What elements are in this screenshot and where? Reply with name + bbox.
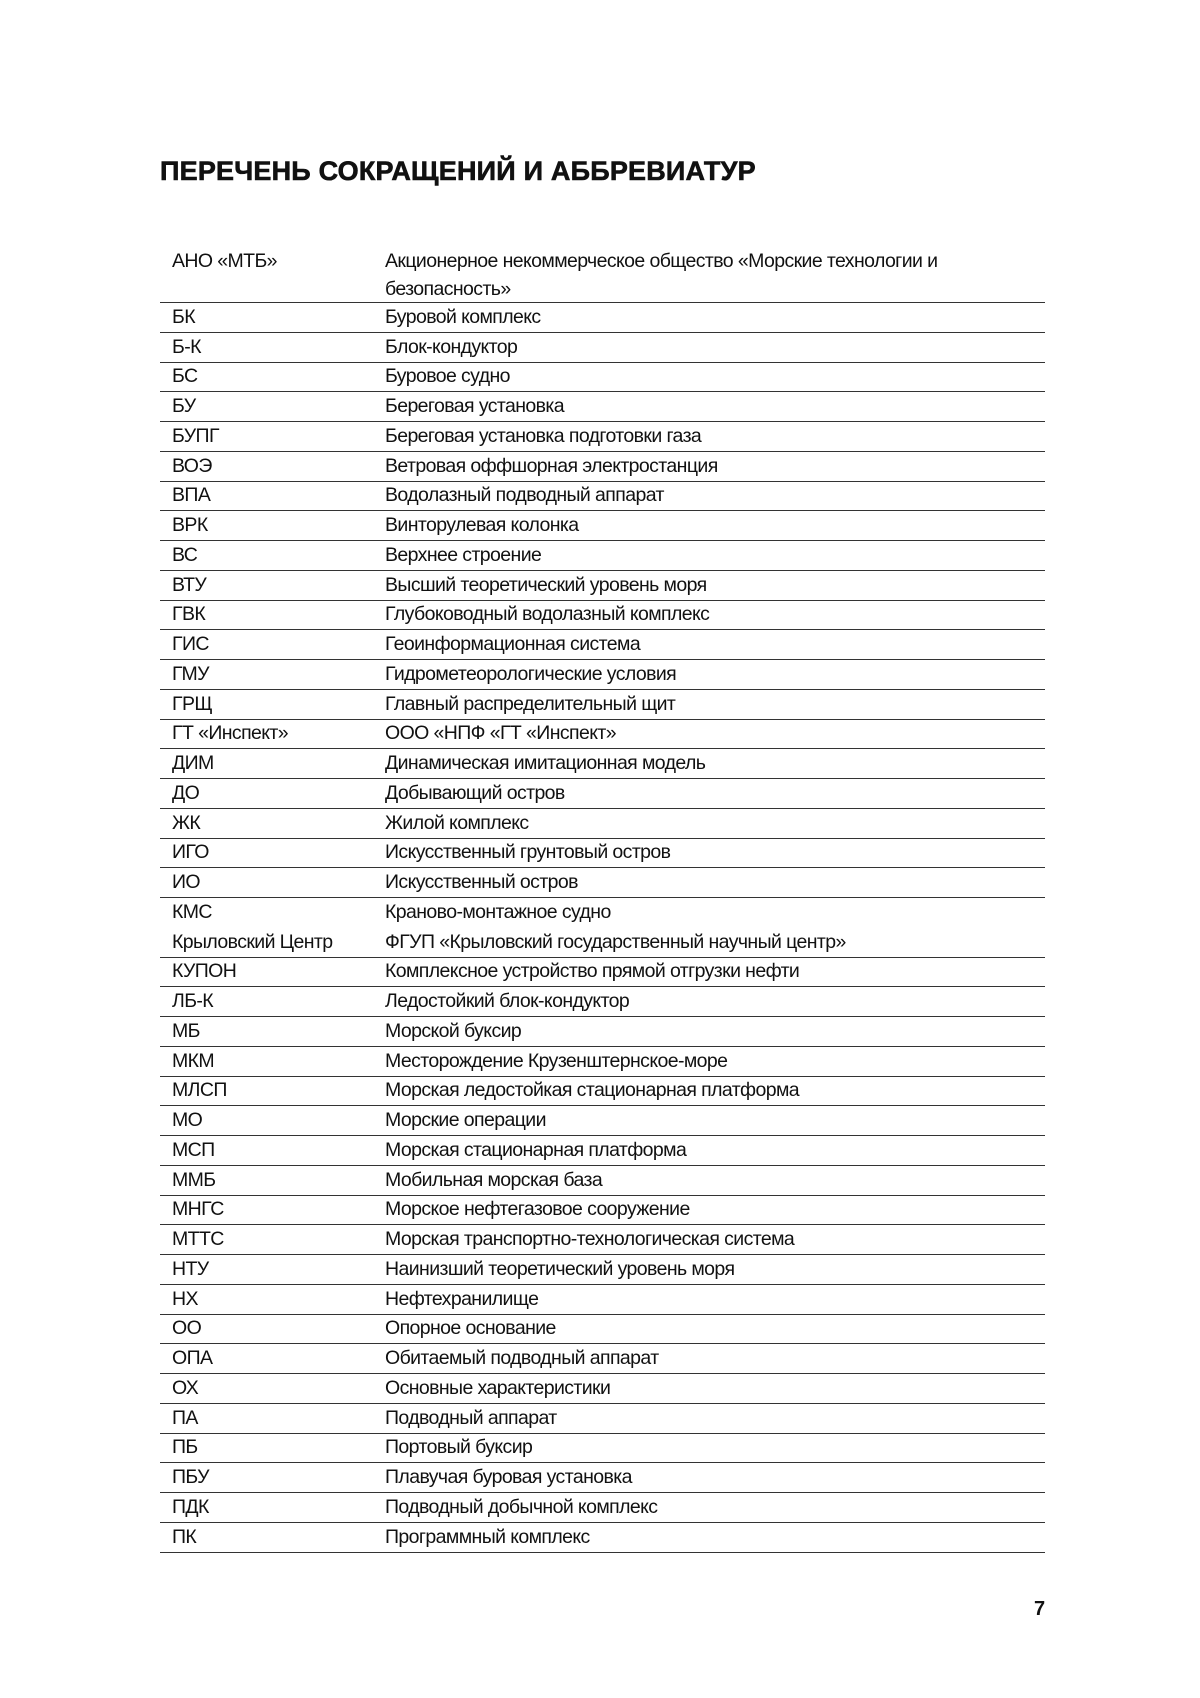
abbreviation: ВС bbox=[160, 544, 385, 567]
table-row bbox=[160, 422, 1045, 452]
table-row bbox=[160, 958, 1045, 988]
abbreviations-table bbox=[160, 245, 1045, 1553]
abbreviation: ОО bbox=[160, 1317, 385, 1340]
table-row bbox=[160, 660, 1045, 690]
definition: Высший теоретический уровень моря bbox=[385, 574, 1045, 597]
definition: Ледостойкий блок-кондуктор bbox=[385, 990, 1045, 1013]
table-row bbox=[160, 363, 1045, 393]
table-row bbox=[160, 601, 1045, 631]
definition: Винторулевая колонка bbox=[385, 514, 1045, 537]
page-title: ПЕРЕЧЕНЬ СОКРАЩЕНИЙ И АББРЕВИАТУР bbox=[160, 156, 756, 187]
table-row bbox=[160, 1315, 1045, 1345]
definition: Блок-кондуктор bbox=[385, 336, 1045, 359]
table-row bbox=[160, 303, 1045, 333]
definition: Морское нефтегазовое сооружение bbox=[385, 1198, 1045, 1221]
abbreviation: ГРЩ bbox=[160, 693, 385, 716]
definition: Искусственный остров bbox=[385, 871, 1045, 894]
table-row bbox=[160, 1434, 1045, 1464]
definition: Искусственный грунтовый остров bbox=[385, 841, 1045, 864]
abbreviation: ИГО bbox=[160, 841, 385, 864]
definition: Наинизший теоретический уровень моря bbox=[385, 1258, 1045, 1281]
abbreviation: БК bbox=[160, 306, 385, 329]
table-row bbox=[160, 779, 1045, 809]
abbreviation: МЛСП bbox=[160, 1079, 385, 1102]
table-row bbox=[160, 1344, 1045, 1374]
abbreviation: ВПА bbox=[160, 484, 385, 507]
abbreviation: ДО bbox=[160, 782, 385, 805]
table-row bbox=[160, 1196, 1045, 1226]
definition: Добывающий остров bbox=[385, 782, 1045, 805]
definition: Опорное основание bbox=[385, 1317, 1045, 1340]
definition: Основные характеристики bbox=[385, 1377, 1045, 1400]
abbreviation: МТТС bbox=[160, 1228, 385, 1251]
table-row bbox=[160, 868, 1045, 898]
table-row bbox=[160, 541, 1045, 571]
table-row bbox=[160, 245, 1045, 303]
definition: Геоинформационная система bbox=[385, 633, 1045, 656]
abbreviation: ОХ bbox=[160, 1377, 385, 1400]
abbreviation: ОПА bbox=[160, 1347, 385, 1370]
table-row bbox=[160, 482, 1045, 512]
definition: Нефтехранилище bbox=[385, 1288, 1045, 1311]
table-row bbox=[160, 928, 1045, 958]
definition: Обитаемый подводный аппарат bbox=[385, 1347, 1045, 1370]
table-row bbox=[160, 720, 1045, 750]
abbreviation: МСП bbox=[160, 1139, 385, 1162]
table-row bbox=[160, 1136, 1045, 1166]
definition: Портовый буксир bbox=[385, 1436, 1045, 1459]
table-row bbox=[160, 1017, 1045, 1047]
abbreviation: ГВК bbox=[160, 603, 385, 626]
table-row bbox=[160, 571, 1045, 601]
table-row bbox=[160, 1404, 1045, 1434]
definition: Верхнее строение bbox=[385, 544, 1045, 567]
definition: Водолазный подводный аппарат bbox=[385, 484, 1045, 507]
table-row bbox=[160, 452, 1045, 482]
definition: Программный комплекс bbox=[385, 1526, 1045, 1549]
definition: Буровое судно bbox=[385, 365, 1045, 388]
definition: Месторождение Крузенштернское-море bbox=[385, 1050, 1045, 1073]
abbreviation: ГИС bbox=[160, 633, 385, 656]
abbreviation: ММБ bbox=[160, 1169, 385, 1192]
definition: Плавучая буровая установка bbox=[385, 1466, 1045, 1489]
table-row bbox=[160, 392, 1045, 422]
definition: Краново-монтажное судно bbox=[385, 901, 1045, 924]
table-row bbox=[160, 839, 1045, 869]
definition: Акционерное некоммерческое общество «Морские технологии и безопасность» bbox=[385, 247, 1045, 303]
abbreviation: ПБ bbox=[160, 1436, 385, 1459]
definition: Мобильная морская база bbox=[385, 1169, 1045, 1192]
definition: Динамическая имитационная модель bbox=[385, 752, 1045, 775]
abbreviation: Б-К bbox=[160, 336, 385, 359]
definition: Жилой комплекс bbox=[385, 812, 1045, 835]
abbreviation: ВОЭ bbox=[160, 455, 385, 478]
definition: Подводный аппарат bbox=[385, 1407, 1045, 1430]
abbreviation: БС bbox=[160, 365, 385, 388]
definition: Морская транспортно-технологическая система bbox=[385, 1228, 1045, 1251]
table-row bbox=[160, 749, 1045, 779]
definition: ООО «НПФ «ГТ «Инспект» bbox=[385, 722, 1045, 745]
abbreviation: ИО bbox=[160, 871, 385, 894]
abbreviation: МНГС bbox=[160, 1198, 385, 1221]
definition: Морская ледостойкая стационарная платформа bbox=[385, 1079, 1045, 1102]
table-row bbox=[160, 1255, 1045, 1285]
abbreviation: ДИМ bbox=[160, 752, 385, 775]
abbreviation: Крыловский Центр bbox=[160, 931, 385, 954]
abbreviation: ПА bbox=[160, 1407, 385, 1430]
table-row bbox=[160, 1493, 1045, 1523]
definition: Подводный добычной комплекс bbox=[385, 1496, 1045, 1519]
table-row bbox=[160, 898, 1045, 928]
table-row bbox=[160, 1047, 1045, 1077]
table-row bbox=[160, 511, 1045, 541]
abbreviation: ЛБ-К bbox=[160, 990, 385, 1013]
abbreviation: ПБУ bbox=[160, 1466, 385, 1489]
abbreviation: НХ bbox=[160, 1288, 385, 1311]
abbreviation: ВРК bbox=[160, 514, 385, 537]
table-row bbox=[160, 333, 1045, 363]
definition: Главный распределительный щит bbox=[385, 693, 1045, 716]
abbreviation: ГТ «Инспект» bbox=[160, 722, 385, 745]
definition: Гидрометеорологические условия bbox=[385, 663, 1045, 686]
table-row bbox=[160, 987, 1045, 1017]
abbreviation: МКМ bbox=[160, 1050, 385, 1073]
definition: Буровой комплекс bbox=[385, 306, 1045, 329]
table-row bbox=[160, 1285, 1045, 1315]
definition: ФГУП «Крыловский государственный научный центр» bbox=[385, 931, 1045, 954]
definition: Ветровая оффшорная электростанция bbox=[385, 455, 1045, 478]
abbreviation: КМС bbox=[160, 901, 385, 924]
abbreviation: ЖК bbox=[160, 812, 385, 835]
page-number: 7 bbox=[1034, 1598, 1045, 1621]
table-row bbox=[160, 690, 1045, 720]
definition: Глубоководный водолазный комплекс bbox=[385, 603, 1045, 626]
abbreviation: МО bbox=[160, 1109, 385, 1132]
table-row bbox=[160, 1077, 1045, 1107]
table-row bbox=[160, 809, 1045, 839]
table-row bbox=[160, 1523, 1045, 1553]
definition: Морской буксир bbox=[385, 1020, 1045, 1043]
table-row bbox=[160, 1374, 1045, 1404]
abbreviation: МБ bbox=[160, 1020, 385, 1043]
table-row bbox=[160, 630, 1045, 660]
definition: Морская стационарная платформа bbox=[385, 1139, 1045, 1162]
abbreviation: ГМУ bbox=[160, 663, 385, 686]
definition: Комплексное устройство прямой отгрузки нефти bbox=[385, 960, 1045, 983]
abbreviation: ПДК bbox=[160, 1496, 385, 1519]
abbreviation: БУ bbox=[160, 395, 385, 418]
abbreviation: НТУ bbox=[160, 1258, 385, 1281]
table-row bbox=[160, 1166, 1045, 1196]
abbreviation: ПК bbox=[160, 1526, 385, 1549]
definition: Береговая установка подготовки газа bbox=[385, 425, 1045, 448]
definition: Береговая установка bbox=[385, 395, 1045, 418]
table-row bbox=[160, 1463, 1045, 1493]
abbreviation: КУПОН bbox=[160, 960, 385, 983]
table-row bbox=[160, 1106, 1045, 1136]
abbreviation: АНО «МТБ» bbox=[160, 247, 385, 275]
abbreviation: ВТУ bbox=[160, 574, 385, 597]
abbreviation: БУПГ bbox=[160, 425, 385, 448]
table-row bbox=[160, 1225, 1045, 1255]
definition: Морские операции bbox=[385, 1109, 1045, 1132]
